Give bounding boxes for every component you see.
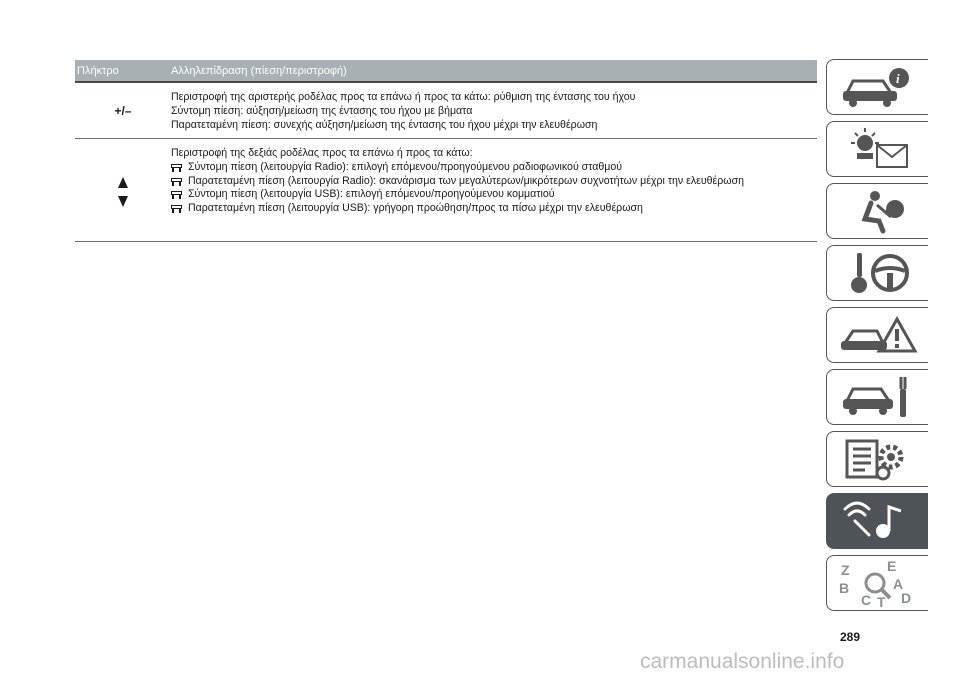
list-item bbox=[171, 188, 817, 202]
text-line: Παρατεταμένη πίεση: συνεχής αύξηση/μείωση της έντασης του ήχου μέχρι την ελευθέρωση bbox=[171, 118, 598, 131]
index-letter-e: E bbox=[886, 559, 896, 574]
header-action: Αλληλεπίδραση (πίεση/περιστροφή) bbox=[171, 64, 347, 77]
controls-table bbox=[75, 60, 817, 242]
warning-light-message-icon bbox=[835, 125, 921, 173]
car-info-icon bbox=[835, 63, 921, 111]
index-letter-a: A bbox=[892, 576, 903, 592]
tab-safety[interactable] bbox=[826, 183, 928, 239]
index-letter-c: C bbox=[860, 592, 871, 607]
tab-multimedia[interactable] bbox=[826, 493, 928, 549]
list-item-text: Παρατεταμένη πίεση (λειτουργία USB): γρήγορη προώθηση/προς τα πίσω μέχρι την ελευθέρωση bbox=[188, 202, 643, 215]
text-line: Σύντομη πίεση: αύξηση/μείωση της έντασης του ήχου με βήματα bbox=[171, 104, 473, 117]
specs-gear-icon bbox=[835, 435, 921, 483]
text-line: Περιστροφή της δεξιάς ροδέλας προς τα επάνω ή προς τα κάτω: bbox=[171, 147, 473, 159]
press-icon bbox=[171, 191, 182, 199]
volume-description bbox=[171, 83, 817, 138]
car-service-icon bbox=[835, 373, 921, 421]
index-letter-b: B bbox=[838, 580, 849, 596]
table-header bbox=[75, 60, 817, 81]
tab-technical-data[interactable] bbox=[826, 431, 928, 487]
tab-index[interactable] bbox=[826, 555, 928, 611]
list-item-text: Παρατεταμένη πίεση (λειτουργία Radio): σκανάρισμα των μεγαλύτερων/μικρότερων συχνοτήτων μέχρι την ελευθέρωση bbox=[188, 174, 745, 187]
index-letter-d: D bbox=[900, 590, 911, 606]
list-item-text: Σύντομη πίεση (λειτουργία USB): επιλογή επόμενου/προηγούμενου κομματιού bbox=[188, 188, 555, 201]
arrow-keys bbox=[75, 139, 171, 241]
tab-emergency[interactable] bbox=[826, 307, 928, 363]
press-icon bbox=[171, 205, 182, 213]
tab-starting-driving[interactable] bbox=[826, 245, 928, 301]
index-letter-t: T bbox=[876, 594, 886, 607]
arrow-up-icon bbox=[118, 177, 128, 188]
svg-text:i: i bbox=[895, 71, 900, 86]
press-icon bbox=[171, 164, 182, 172]
alphabet-index-icon bbox=[835, 559, 921, 607]
header-key: Πλήκτρο bbox=[77, 64, 119, 77]
table-row bbox=[75, 139, 817, 242]
list-item bbox=[171, 202, 817, 216]
list-item bbox=[171, 175, 817, 189]
arrow-down-icon bbox=[118, 196, 128, 207]
volume-key-label: +/– bbox=[114, 103, 132, 118]
tab-maintenance[interactable] bbox=[826, 369, 928, 425]
key-steering-wheel-icon bbox=[835, 249, 921, 297]
list-item bbox=[171, 161, 817, 175]
tab-warning-lights[interactable] bbox=[826, 121, 928, 177]
table-row bbox=[75, 81, 817, 139]
arrows-description bbox=[171, 139, 817, 241]
chapter-tabs bbox=[826, 59, 928, 617]
index-letter-z: Z bbox=[840, 562, 850, 578]
airbag-seat-icon bbox=[835, 187, 921, 235]
multimedia-icon bbox=[835, 497, 921, 545]
tab-car-info[interactable] bbox=[826, 59, 928, 115]
page-number: 289 bbox=[839, 630, 861, 644]
press-icon bbox=[171, 178, 182, 186]
car-emergency-icon bbox=[835, 311, 921, 359]
list-item-text: Σύντομη πίεση (λειτουργία Radio): επιλογή επόμενου/προηγούμενου ραδιοφωνικού σταθμού bbox=[188, 160, 623, 173]
watermark: carmanualsonline.info bbox=[640, 650, 845, 673]
text-line: Περιστροφή της αριστερής ροδέλας προς τα επάνω ή προς τα κάτω: ρύθμιση της έντασης του ήχου bbox=[171, 91, 636, 103]
